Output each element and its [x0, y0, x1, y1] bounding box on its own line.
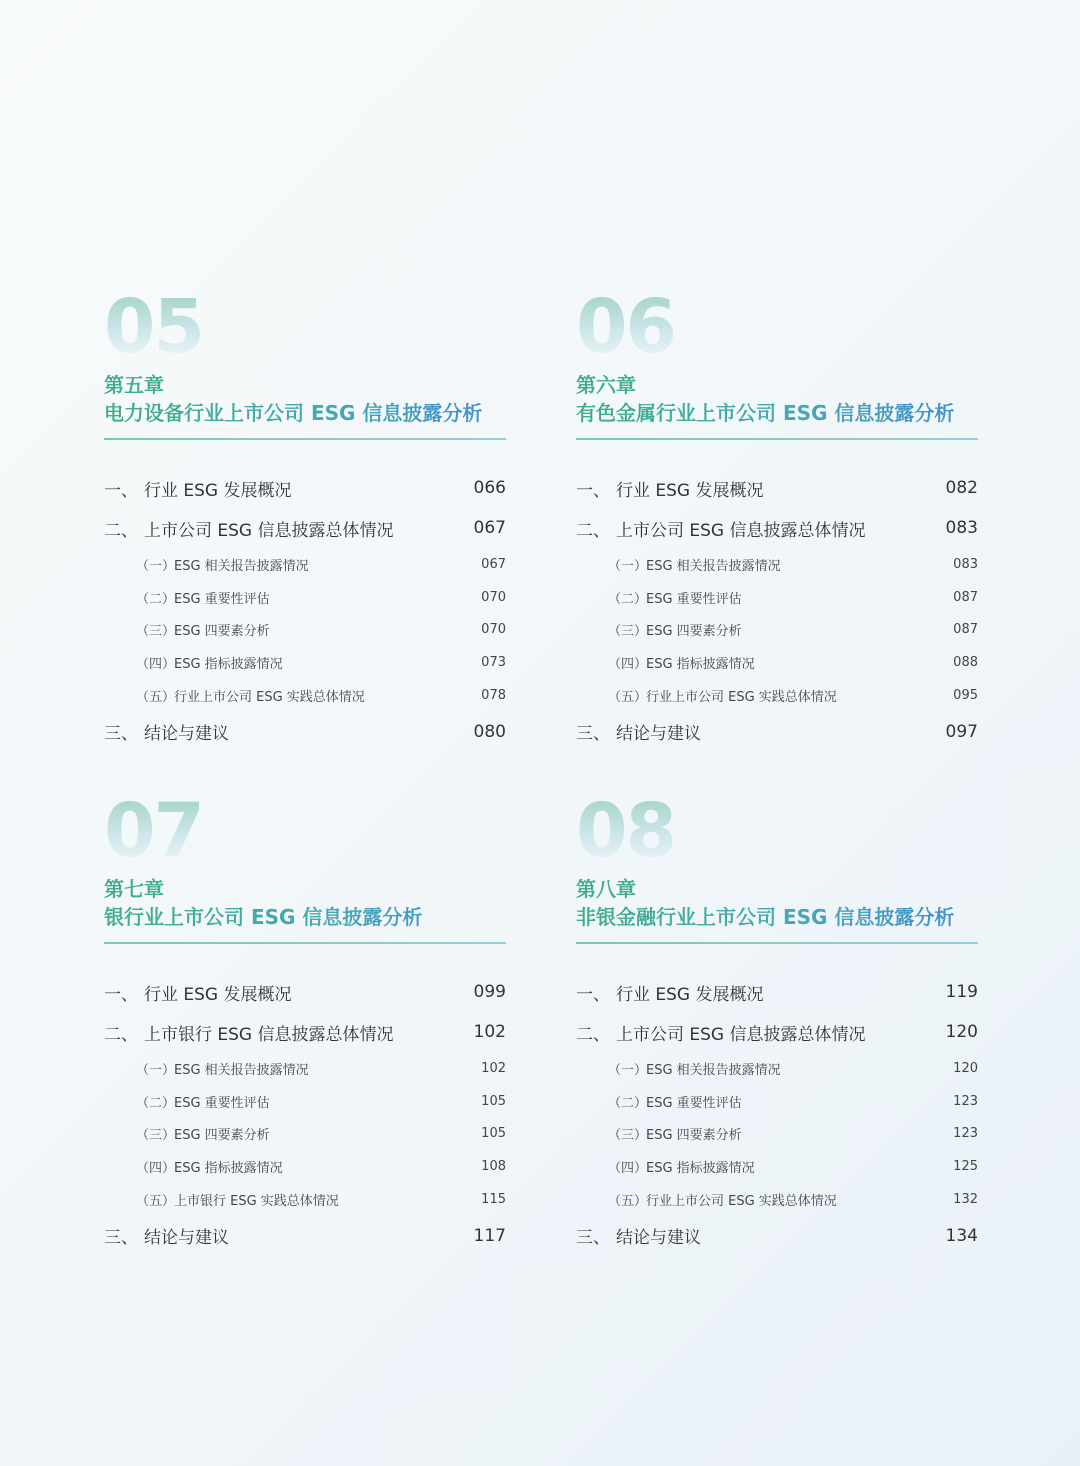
toc-page-number: 083 — [953, 556, 978, 572]
toc-page-number: 080 — [473, 721, 506, 742]
toc-page-number: 120 — [945, 1022, 978, 1042]
toc-mark: （一） — [608, 558, 648, 574]
toc-entry[interactable] — [104, 1216, 506, 1256]
toc-text: 结论与建议 — [144, 724, 229, 745]
toc-page-number: 108 — [481, 1159, 506, 1175]
chapter-divider — [104, 438, 506, 440]
toc-mark: 二、 — [104, 1024, 138, 1045]
chapter-06 — [576, 284, 978, 752]
toc-text: 上市公司 ESG 信息披露总体情况 — [616, 1024, 866, 1045]
toc-text: ESG 相关报告披露情况 — [646, 558, 781, 574]
toc-text: ESG 指标披露情况 — [646, 1161, 755, 1177]
toc-mark: 二、 — [104, 520, 138, 541]
chapter-label: 第八章 — [576, 877, 636, 901]
toc-page-number: 087 — [953, 589, 978, 605]
toc-page-number: 067 — [481, 556, 506, 572]
toc-entry[interactable] — [104, 712, 506, 752]
toc-subentry[interactable] — [104, 581, 506, 614]
toc-entry[interactable] — [104, 508, 506, 548]
toc-mark: （四） — [608, 657, 648, 673]
toc-subentry[interactable] — [104, 646, 506, 679]
toc-mark: （二） — [608, 1095, 648, 1111]
chapter-label: 第七章 — [104, 877, 164, 901]
toc-entry[interactable] — [576, 1216, 978, 1256]
toc-text: 结论与建议 — [616, 1228, 701, 1249]
toc-mark: 一、 — [104, 984, 138, 1005]
toc-entry[interactable] — [104, 468, 506, 508]
toc-text: 上市银行 ESG 信息披露总体情况 — [144, 1024, 394, 1045]
chapter-number: 05 — [104, 288, 506, 366]
toc-text: 行业 ESG 发展概况 — [144, 480, 292, 501]
toc-mark: （四） — [608, 1161, 648, 1177]
chapter-label: 第五章 — [104, 373, 164, 397]
toc-mark: （五） — [136, 1194, 176, 1210]
toc-text: ESG 重要性评估 — [646, 1095, 742, 1111]
toc-mark: （五） — [608, 690, 648, 706]
toc-mark: 二、 — [576, 1024, 610, 1045]
toc-page-number: 073 — [481, 655, 506, 671]
toc-mark: （一） — [608, 1062, 648, 1078]
toc-mark: （五） — [136, 690, 176, 706]
toc-text: ESG 指标披露情况 — [174, 657, 283, 673]
toc-page-number: 105 — [481, 1126, 506, 1142]
toc-page-number: 070 — [481, 622, 506, 638]
toc-entry[interactable] — [576, 468, 978, 508]
toc-page-number: 132 — [953, 1192, 978, 1208]
toc-list — [576, 972, 978, 1256]
toc-entry[interactable] — [576, 972, 978, 1012]
toc-mark: 三、 — [104, 724, 138, 745]
toc-mark: （三） — [608, 1128, 648, 1144]
toc-entry[interactable] — [576, 1012, 978, 1052]
toc-subentry[interactable] — [576, 1085, 978, 1118]
toc-page-number: 119 — [945, 982, 978, 1002]
toc-entry[interactable] — [576, 712, 978, 752]
toc-entry[interactable] — [104, 1012, 506, 1052]
toc-subentry[interactable] — [104, 548, 506, 581]
toc-page-number: 070 — [481, 589, 506, 605]
chapter-08 — [576, 788, 978, 1256]
toc-page-number: 123 — [953, 1093, 978, 1109]
toc-text: 行业 ESG 发展概况 — [144, 984, 292, 1005]
toc-page-number: 102 — [481, 1060, 506, 1076]
toc-text: ESG 相关报告披露情况 — [174, 1062, 309, 1078]
toc-subentry[interactable] — [104, 1118, 506, 1151]
toc-text: 行业 ESG 发展概况 — [616, 480, 764, 501]
toc-list — [104, 972, 506, 1256]
toc-page-number: 134 — [945, 1225, 978, 1246]
toc-page-number: 097 — [945, 721, 978, 742]
toc-mark: （一） — [136, 1062, 176, 1078]
chapter-divider — [576, 438, 978, 440]
toc-text: ESG 重要性评估 — [174, 591, 270, 607]
toc-text: ESG 重要性评估 — [174, 1095, 270, 1111]
toc-mark: （二） — [136, 1095, 176, 1111]
toc-text: ESG 相关报告披露情况 — [646, 1062, 781, 1078]
toc-page-number: 088 — [953, 655, 978, 671]
toc-subentry[interactable] — [104, 614, 506, 647]
toc-text: 行业上市公司 ESG 实践总体情况 — [174, 690, 365, 706]
toc-entry[interactable] — [104, 972, 506, 1012]
toc-text: ESG 指标披露情况 — [646, 657, 755, 673]
chapter-divider — [576, 942, 978, 944]
toc-mark: （三） — [608, 624, 648, 640]
chapter-07 — [104, 788, 506, 1256]
chapter-number: 06 — [576, 288, 978, 366]
toc-list — [104, 468, 506, 752]
chapter-05 — [104, 284, 506, 752]
toc-page-number: 082 — [945, 478, 978, 498]
toc-page-number: 099 — [473, 982, 506, 1002]
toc-mark: （三） — [136, 624, 176, 640]
toc-text: ESG 指标披露情况 — [174, 1161, 283, 1177]
toc-page-number: 123 — [953, 1126, 978, 1142]
toc-page-number: 078 — [481, 688, 506, 704]
toc-subentry[interactable] — [576, 1118, 978, 1151]
toc-mark: （一） — [136, 558, 176, 574]
toc-mark: （四） — [136, 1161, 176, 1177]
toc-mark: 三、 — [576, 1228, 610, 1249]
chapter-number: 07 — [104, 792, 506, 870]
toc-mark: 一、 — [576, 480, 610, 501]
toc-text: 上市银行 ESG 实践总体情况 — [174, 1194, 339, 1210]
toc-text: 行业上市公司 ESG 实践总体情况 — [646, 690, 837, 706]
toc-subentry[interactable] — [576, 1183, 978, 1216]
toc-subentry[interactable] — [576, 614, 978, 647]
toc-text: ESG 四要素分析 — [646, 1128, 742, 1144]
toc-subentry[interactable] — [576, 581, 978, 614]
toc-subentry[interactable] — [104, 1052, 506, 1085]
toc-page-number: 117 — [473, 1225, 506, 1246]
toc-page-number: 125 — [953, 1159, 978, 1175]
toc-text: 行业上市公司 ESG 实践总体情况 — [646, 1194, 837, 1210]
toc-subentry[interactable] — [104, 1085, 506, 1118]
toc-mark: 三、 — [576, 724, 610, 745]
toc-text: 上市公司 ESG 信息披露总体情况 — [144, 520, 394, 541]
toc-page-number: 120 — [953, 1060, 978, 1076]
toc-page-number: 095 — [953, 688, 978, 704]
toc-mark: （二） — [136, 591, 176, 607]
chapter-title: 有色金属行业上市公司 ESG 信息披露分析 — [576, 398, 978, 428]
toc-subentry[interactable] — [104, 1150, 506, 1183]
toc-subentry[interactable] — [576, 646, 978, 679]
toc-subentry[interactable] — [104, 1183, 506, 1216]
toc-subentry[interactable] — [576, 679, 978, 712]
toc-page-number: 083 — [945, 518, 978, 538]
toc-subentry[interactable] — [576, 548, 978, 581]
toc-mark: （二） — [608, 591, 648, 607]
toc-mark: 三、 — [104, 1228, 138, 1249]
chapter-title: 电力设备行业上市公司 ESG 信息披露分析 — [104, 398, 506, 428]
toc-text: ESG 四要素分析 — [174, 1128, 270, 1144]
toc-mark: （三） — [136, 1128, 176, 1144]
toc-text: ESG 相关报告披露情况 — [174, 558, 309, 574]
toc-page-number: 087 — [953, 622, 978, 638]
chapter-label: 第六章 — [576, 373, 636, 397]
toc-text: 上市公司 ESG 信息披露总体情况 — [616, 520, 866, 541]
toc-subentry[interactable] — [104, 679, 506, 712]
toc-list — [576, 468, 978, 752]
toc-mark: （四） — [136, 657, 176, 673]
toc-mark: 一、 — [104, 480, 138, 501]
toc-text: 行业 ESG 发展概况 — [616, 984, 764, 1005]
toc-page-number: 066 — [473, 478, 506, 498]
toc-mark: 一、 — [576, 984, 610, 1005]
toc-text: 结论与建议 — [144, 1228, 229, 1249]
chapter-divider — [104, 942, 506, 944]
toc-page-number: 115 — [481, 1192, 506, 1208]
toc-page-number: 105 — [481, 1093, 506, 1109]
toc-mark: （五） — [608, 1194, 648, 1210]
toc-text: ESG 重要性评估 — [646, 591, 742, 607]
toc-text: 结论与建议 — [616, 724, 701, 745]
chapter-title: 非银金融行业上市公司 ESG 信息披露分析 — [576, 902, 978, 932]
toc-entry[interactable] — [576, 508, 978, 548]
toc-text: ESG 四要素分析 — [174, 624, 270, 640]
toc-mark: 二、 — [576, 520, 610, 541]
toc-page-number: 102 — [473, 1022, 506, 1042]
chapter-number: 08 — [576, 792, 978, 870]
toc-text: ESG 四要素分析 — [646, 624, 742, 640]
toc-subentry[interactable] — [576, 1052, 978, 1085]
chapter-title: 银行业上市公司 ESG 信息披露分析 — [104, 902, 506, 932]
toc-subentry[interactable] — [576, 1150, 978, 1183]
toc-page-number: 067 — [473, 518, 506, 538]
